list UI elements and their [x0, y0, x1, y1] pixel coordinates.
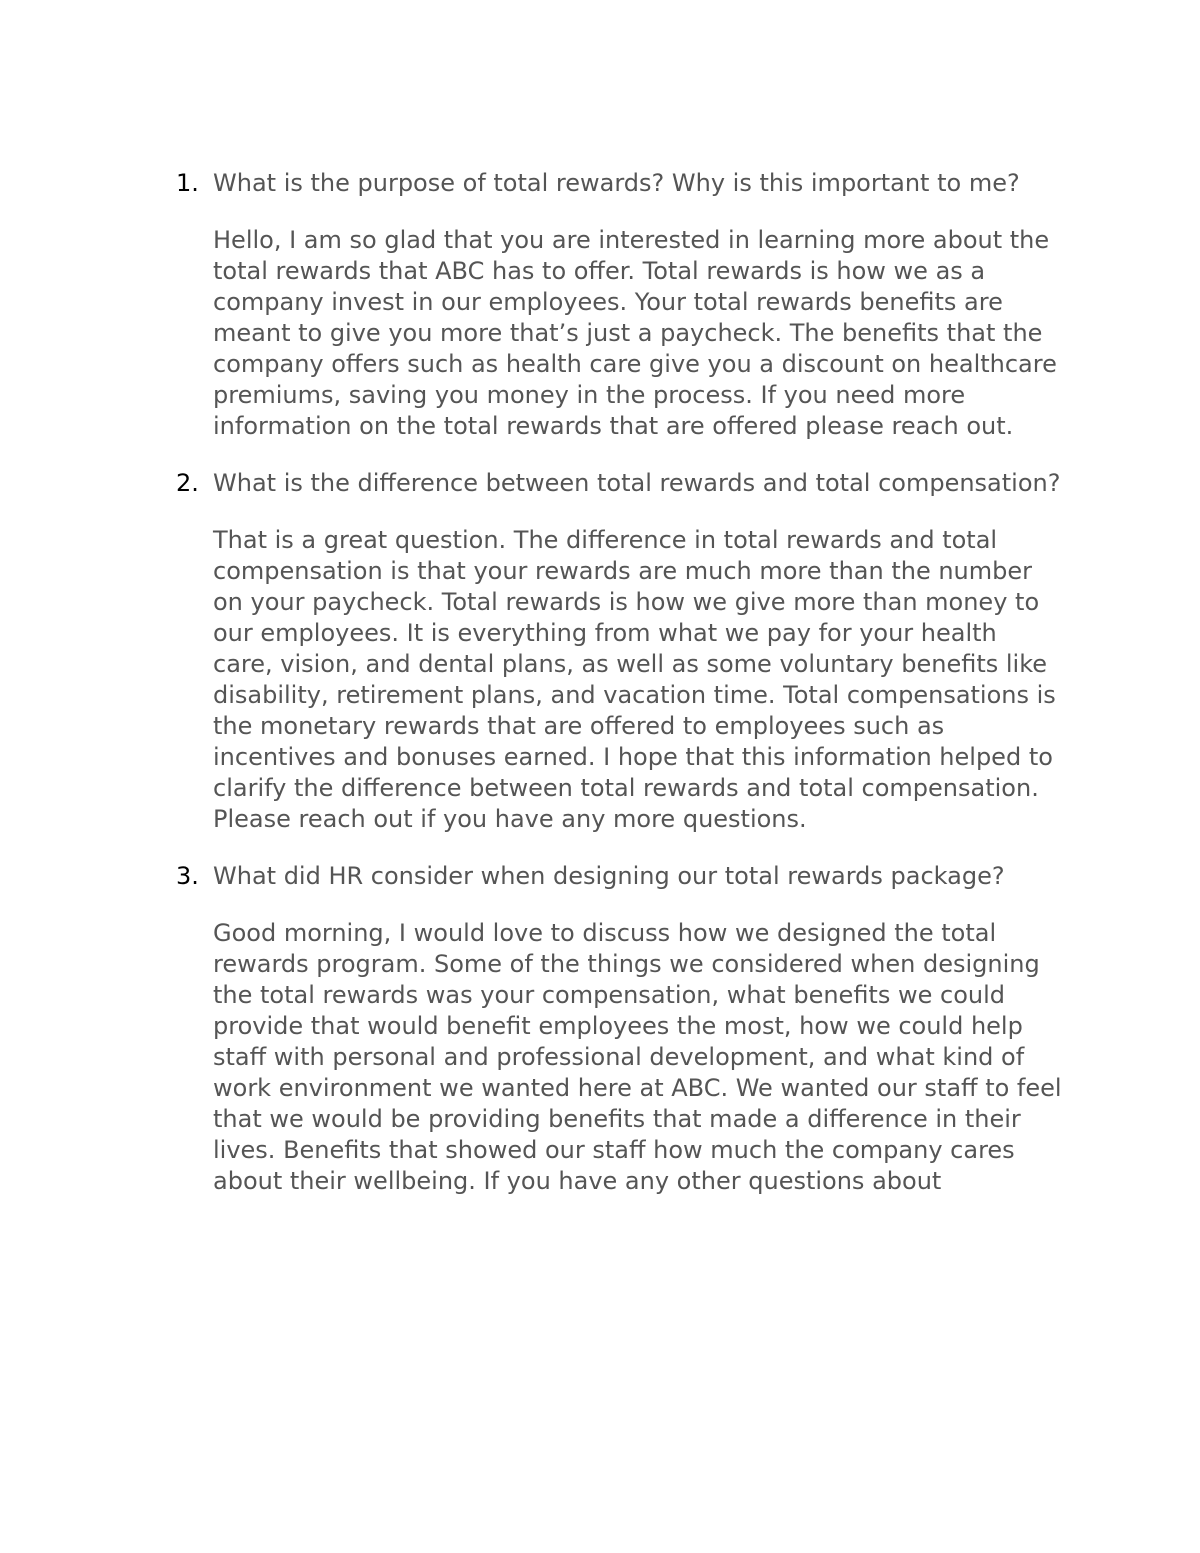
- list-item: [172, 168, 1072, 442]
- answer-text: Hello, I am so glad that you are interested in learning more about the total rewards that ABC has to offer. Total rewards is how we as a company invest in our employees. Your total rewards benefits are meant to give you more that’s just a paycheck. The benefits that the company offers such as health care give you a discount on healthcare premiums, saving you money in the process. If you need more information on the total rewards that are offered please reach out.: [213, 226, 1057, 440]
- list-item: [172, 468, 1072, 835]
- list-number: 1.: [176, 169, 199, 197]
- question-text: What did HR consider when designing our total rewards package?: [213, 862, 1005, 890]
- list-number: 3.: [176, 862, 199, 890]
- answer-text: That is a great question. The difference in total rewards and total compensation is that your rewards are much more than the number on your paycheck. Total rewards is how we give more than money to our employees. It is everything from what we pay for your health care, vision, and dental plans, as well as some voluntary benefits like disability, retirement plans, and vacation time. Total compensations is the monetary rewards that are offered to employees such as incentives and bonuses earned. I hope that this information helped to clarify the difference between total rewards and total compensation. Please reach out if you have any more questions.: [213, 526, 1056, 833]
- list-number: 2.: [176, 469, 199, 497]
- question-list: [172, 168, 1072, 1223]
- list-item: [172, 861, 1072, 1197]
- question-text: What is the purpose of total rewards? Why is this important to me?: [213, 169, 1020, 197]
- question-text: What is the difference between total rewards and total compensation?: [213, 469, 1061, 497]
- answer-text: Good morning, I would love to discuss how we designed the total rewards program. Some of the things we considered when designing the total rewards was your compensation, what benefits we could provide that would benefit employees the most, how we could help staff with personal and professional development, and what kind of work environment we wanted here at ABC. We wanted our staff to feel that we would be providing benefits that made a difference in their lives. Benefits that showed our staff how much the company cares about their wellbeing. If you have any other questions about: [213, 919, 1062, 1195]
